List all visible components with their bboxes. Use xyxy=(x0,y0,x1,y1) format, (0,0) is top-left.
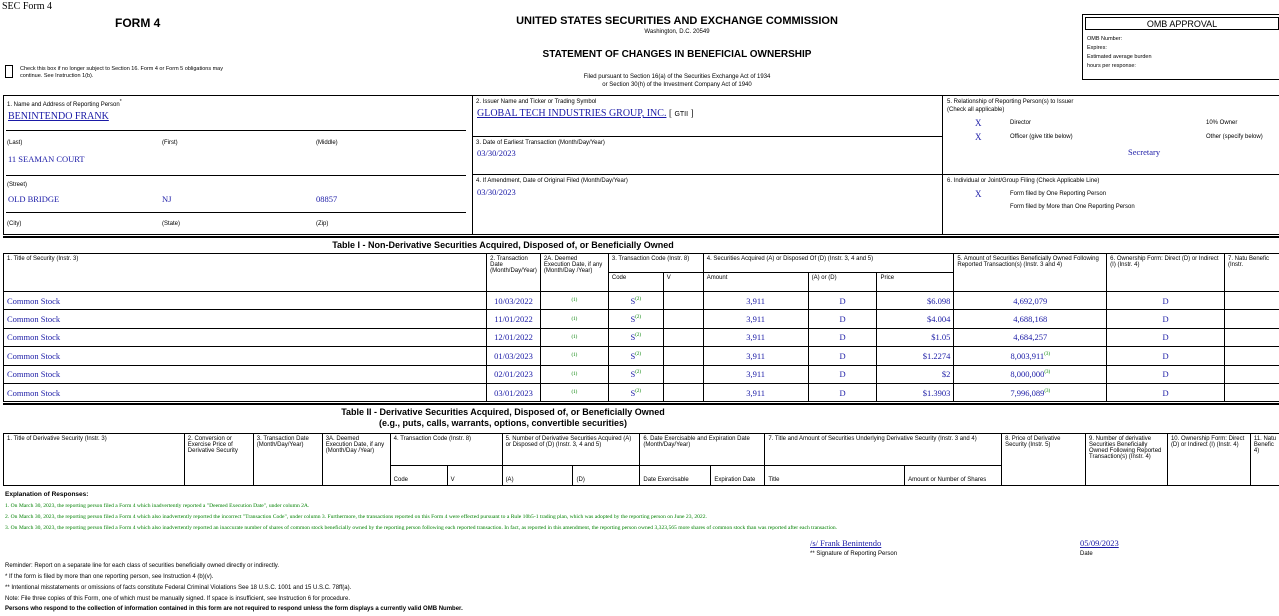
transaction-code-cell xyxy=(608,383,663,401)
security-title: Common Stock xyxy=(4,328,487,346)
transaction-code: S xyxy=(630,387,636,398)
one-person-label: Form filed by One Reporting Person xyxy=(1010,191,1107,197)
transaction-price: $1.3903 xyxy=(877,383,954,401)
t1-sub-v: V xyxy=(663,273,703,292)
transaction-price: $6.098 xyxy=(877,292,954,310)
security-title: Common Stock xyxy=(4,310,487,328)
amount-owned: 7,996,089 xyxy=(1010,387,1045,398)
t1-sub-price: Price xyxy=(877,273,954,292)
transaction-code: S xyxy=(630,350,636,361)
table1-header-row xyxy=(4,254,1279,273)
security-title: Common Stock xyxy=(4,292,487,310)
t2-col11-header: 11. Natu Benefic 4) xyxy=(1250,434,1279,486)
ten-pct-owner-label: 10% Owner xyxy=(1206,120,1238,126)
signature-link[interactable]: /s/ Frank Benintendo xyxy=(810,538,882,548)
signature-date-label: Date xyxy=(1080,551,1093,557)
issuer-name-link[interactable]: GLOBAL TECH INDUSTRIES GROUP, INC. xyxy=(477,108,667,119)
other-label: Other (specify below) xyxy=(1206,134,1263,140)
transaction-v xyxy=(663,292,703,310)
amount-owned-footnote: (3) xyxy=(1044,352,1051,358)
street-label: (Street) xyxy=(7,182,28,188)
acquired-or-disposed: D xyxy=(808,383,877,401)
ownership-form: D xyxy=(1107,383,1225,401)
footnote-3: 3. On March 30, 2023, the reporting person filed a Form 4 which also inadvertently reported an inaccurate number of shares of common stock beneficially owned by the reporting person following each reported transaction. In fact, as reported in this amendment, the reporting person owned 3,323,565 more shares of common stock than was reported after each transaction. xyxy=(5,525,838,531)
issuer-line xyxy=(477,108,694,119)
state-value: NJ xyxy=(162,194,172,204)
reporting-person-name-link[interactable]: BENINTENDO FRANK xyxy=(8,111,109,122)
amount-owned-cell xyxy=(954,347,1107,365)
amount-owned: 4,692,079 xyxy=(1013,295,1048,306)
signature-label: ** Signature of Reporting Person xyxy=(810,551,898,557)
amount-owned-footnote: (3) xyxy=(1044,370,1051,376)
transaction-v xyxy=(663,347,703,365)
middle-label: (Middle) xyxy=(316,140,338,146)
t2-col7-header: 7. Title and Amount of Securities Underlying Derivative Security (Instr. 3 and 4) xyxy=(765,434,1002,466)
earliest-transaction-date: 03/30/2023 xyxy=(477,148,516,158)
transaction-price: $4.004 xyxy=(877,310,954,328)
footer-line-5: Persons who respond to the collection of information contained in this form are not required to respond unless the form displays a currently valid OMB Number. xyxy=(5,606,463,612)
form-title: FORM 4 xyxy=(115,16,161,30)
footer-line-2: * If the form is filed by more than one reporting person, see Instruction 4 (b)(v). xyxy=(5,574,214,580)
filed-line-2: or Section 30(h) of the Investment Company Act of 1940 xyxy=(602,82,752,88)
footnote-1: 1. On March 30, 2023, the reporting person filed a Form 4 which inadvertently reported a "Deemed Execution Date", under column 2A. xyxy=(5,503,310,509)
filed-line-1: Filed pursuant to Section 16(a) of the Securities Exchange Act of 1934 xyxy=(583,74,771,80)
table1 xyxy=(3,253,1279,402)
securities-amount: 3,911 xyxy=(703,347,808,365)
omb-title: OMB APPROVAL xyxy=(1085,17,1279,30)
transaction-code-cell xyxy=(608,310,663,328)
transaction-date: 03/01/2023 xyxy=(487,383,541,401)
t2-sub-exercisable: Date Exercisable xyxy=(640,466,711,486)
table1-row xyxy=(4,383,1279,401)
omb-expires-label: Expires: xyxy=(1087,45,1107,51)
officer-mark[interactable]: X xyxy=(975,132,982,142)
section16-checkbox[interactable] xyxy=(5,65,13,78)
explanation-heading: Explanation of Responses: xyxy=(5,491,89,498)
t1-col7-header: 7. Natu Benefic (Instr. xyxy=(1224,254,1279,292)
more-persons-label: Form filed by More than One Reporting Person xyxy=(1010,204,1135,210)
deemed-execution-footnote: (1) xyxy=(540,347,608,365)
transaction-date: 01/03/2023 xyxy=(487,347,541,365)
transaction-price: $1.05 xyxy=(877,328,954,346)
amount-owned-cell xyxy=(954,328,1107,346)
amount-owned-cell xyxy=(954,383,1107,401)
t2-sub-d: (D) xyxy=(573,466,640,486)
table2-title-1: Table II - Derivative Securities Acquired, Disposed of, or Beneficially Owned xyxy=(341,407,665,417)
box3-label: 3. Date of Earliest Transaction (Month/Day/Year) xyxy=(476,140,605,146)
t1-col4-header: 4. Securities Acquired (A) or Disposed Of (D) (Instr. 3, 4 and 5) xyxy=(703,254,954,273)
sec-form-label: SEC Form 4 xyxy=(2,1,53,12)
table1-row xyxy=(4,328,1279,346)
box6-label: 6. Individual or Joint/Group Filing (Check Applicable Line) xyxy=(947,178,1100,184)
box4-label: 4. If Amendment, Date of Original Filed (Month/Day/Year) xyxy=(476,178,628,184)
last-label: (Last) xyxy=(7,140,23,146)
t2-col4-header: 4. Transaction Code (Instr. 8) xyxy=(390,434,502,466)
signature-date: 05/09/2023 xyxy=(1080,538,1119,548)
box5-label-1: 5. Relationship of Reporting Person(s) to Issuer xyxy=(947,99,1074,105)
ownership-form: D xyxy=(1107,328,1225,346)
zip-value: 08857 xyxy=(316,194,338,204)
t2-sub-code: Code xyxy=(390,466,447,486)
table1-row xyxy=(4,347,1279,365)
acquired-or-disposed: D xyxy=(808,365,877,383)
transaction-code-footnote: (2) xyxy=(635,296,642,302)
t2-col6-header: 6. Date Exercisable and Expiration Date (Month/Day/Year) xyxy=(640,434,765,466)
amount-owned: 8,003,911 xyxy=(1010,350,1045,361)
city-value: OLD BRIDGE xyxy=(8,194,60,204)
table1-row xyxy=(4,292,1279,310)
box2-label: 2. Issuer Name and Ticker or Trading Symbol xyxy=(476,99,597,105)
t2-col3a-header: 3A. Deemed Execution Date, if any (Month/Day /Year) xyxy=(322,434,390,486)
t1-col2-header: 2. Transaction Date (Month/Day/Year) xyxy=(487,254,541,292)
street-value: 11 SEAMAN COURT xyxy=(8,154,85,164)
transaction-v xyxy=(663,365,703,383)
t1-col1-header: 1. Title of Security (Instr. 3) xyxy=(4,254,487,292)
t2-sub-a: (A) xyxy=(502,466,573,486)
t2-sub-title: Title xyxy=(765,466,905,486)
amount-owned-footnote: (3) xyxy=(1044,388,1051,394)
t2-col8-header: 8. Price of Derivative Security (Instr. 5) xyxy=(1002,434,1086,486)
t2-sub-v: V xyxy=(447,466,502,486)
nature-of-ownership xyxy=(1224,383,1279,401)
acquired-or-disposed: D xyxy=(808,347,877,365)
transaction-date: 12/01/2022 xyxy=(487,328,541,346)
footer-line-4: Note: File three copies of this Form, one of which must be manually signed. If space is insufficient, see Instruction 6 for procedure. xyxy=(5,596,351,602)
deemed-execution-footnote: (1) xyxy=(540,328,608,346)
one-person-mark[interactable]: X xyxy=(975,189,982,199)
amount-owned-cell xyxy=(954,365,1107,383)
nature-of-ownership xyxy=(1224,328,1279,346)
transaction-code-footnote: (2) xyxy=(635,333,642,339)
t2-sub-amount: Amount or Number of Shares xyxy=(905,466,1002,486)
officer-title: Secretary xyxy=(1128,147,1161,157)
checkbox-text-2: continue. See Instruction 1(b). xyxy=(20,73,94,79)
director-label: Director xyxy=(1010,120,1032,126)
t1-sub-amount: Amount xyxy=(703,273,808,292)
nature-of-ownership xyxy=(1224,365,1279,383)
footer-line-1: Reminder: Report on a separate line for each class of securities beneficially owned directly or indirectly. xyxy=(5,563,280,569)
amount-owned: 4,688,168 xyxy=(1013,314,1048,325)
transaction-code: S xyxy=(630,314,636,325)
transaction-date: 10/03/2022 xyxy=(487,292,541,310)
securities-amount: 3,911 xyxy=(703,383,808,401)
t1-col6-header: 6. Ownership Form: Direct (D) or Indirect (I) (Instr. 4) xyxy=(1107,254,1225,292)
amount-owned: 4,684,257 xyxy=(1013,332,1048,343)
table2 xyxy=(3,433,1279,486)
footer-line-3: ** Intentional misstatements or omissions of facts constitute Federal Criminal Violations See 18 U.S.C. 1001 and 15 U.S.C. 78ff(a). xyxy=(5,585,352,591)
table1-title: Table I - Non-Derivative Securities Acquired, Disposed of, or Beneficially Owned xyxy=(332,240,674,250)
transaction-code: S xyxy=(630,369,636,380)
amount-owned-cell xyxy=(954,310,1107,328)
security-title: Common Stock xyxy=(4,365,487,383)
table2-title-2: (e.g., puts, calls, warrants, options, convertible securities) xyxy=(378,418,628,428)
transaction-date: 11/01/2022 xyxy=(487,310,541,328)
city-label: (City) xyxy=(7,221,22,227)
transaction-v xyxy=(663,310,703,328)
t2-sub-expiration: Expiration Date xyxy=(711,466,765,486)
table2-header-row xyxy=(4,434,1279,466)
nature-of-ownership xyxy=(1224,347,1279,365)
ownership-form: D xyxy=(1107,365,1225,383)
transaction-code-cell xyxy=(608,347,663,365)
box5-label-2: (Check all applicable) xyxy=(947,107,1005,113)
amount-owned-cell xyxy=(954,292,1107,310)
acquired-or-disposed: D xyxy=(808,292,877,310)
t1-col3-header: 3. Transaction Code (Instr. 8) xyxy=(608,254,703,273)
securities-amount: 3,911 xyxy=(703,310,808,328)
ticker-close: ] xyxy=(690,108,694,118)
first-label: (First) xyxy=(162,140,178,146)
ownership-form: D xyxy=(1107,347,1225,365)
transaction-v xyxy=(663,383,703,401)
transaction-code-footnote: (2) xyxy=(635,388,642,394)
securities-amount: 3,911 xyxy=(703,365,808,383)
amount-owned: 8,000,000 xyxy=(1010,369,1045,380)
securities-amount: 3,911 xyxy=(703,292,808,310)
omb-approval-box xyxy=(1082,14,1279,80)
nature-of-ownership xyxy=(1224,292,1279,310)
securities-amount: 3,911 xyxy=(703,328,808,346)
transaction-v xyxy=(663,328,703,346)
t2-col1-header: 1. Title of Derivative Security (Instr. 3) xyxy=(4,434,185,486)
deemed-execution-footnote: (1) xyxy=(540,292,608,310)
ticker-symbol: GTII xyxy=(674,111,689,118)
ownership-form: D xyxy=(1107,292,1225,310)
transaction-price: $2 xyxy=(877,365,954,383)
transaction-code: S xyxy=(630,332,636,343)
zip-label: (Zip) xyxy=(316,221,329,227)
transaction-date: 02/01/2023 xyxy=(487,365,541,383)
t2-col3-header: 3. Transaction Date (Month/Day/Year) xyxy=(253,434,322,486)
statement-title: STATEMENT OF CHANGES IN BENEFICIAL OWNERSHIP xyxy=(542,49,812,60)
t1-sub-aord: (A) or (D) xyxy=(808,273,877,292)
security-title: Common Stock xyxy=(4,383,487,401)
deemed-execution-footnote: (1) xyxy=(540,365,608,383)
nature-of-ownership xyxy=(1224,310,1279,328)
checkbox-text-1: Check this box if no longer subject to Section 16. Form 4 or Form 5 obligations may xyxy=(20,66,223,72)
t1-col2a-header: 2A. Deemed Execution Date, if any (Month/Day /Year) xyxy=(540,254,608,292)
t2-col5-header: 5. Number of Derivative Securities Acquired (A) or Disposed of (D) (Instr. 3, 4 and 5) xyxy=(502,434,640,466)
officer-label: Officer (give title below) xyxy=(1010,134,1073,140)
box1-label: 1. Name and Address of Reporting Person* xyxy=(7,99,122,108)
ownership-form: D xyxy=(1107,310,1225,328)
director-mark[interactable]: X xyxy=(975,118,982,128)
t1-sub-code: Code xyxy=(608,273,663,292)
agency-city: Washington, D.C. 20549 xyxy=(644,29,710,35)
deemed-execution-footnote: (1) xyxy=(540,310,608,328)
ticker-open: [ xyxy=(668,108,672,118)
deemed-execution-footnote: (1) xyxy=(540,383,608,401)
t2-col2-header: 2. Conversion or Exercise Price of Derivative Security xyxy=(184,434,253,486)
transaction-code-cell xyxy=(608,328,663,346)
omb-burden-label: Estimated average burden xyxy=(1087,54,1152,60)
transaction-code-cell xyxy=(608,292,663,310)
t2-col10-header: 10. Ownership Form: Direct (D) or Indirect (I) (Instr. 4) xyxy=(1167,434,1250,486)
omb-hours-label: hours per response: xyxy=(1087,63,1136,69)
table1-row xyxy=(4,310,1279,328)
amendment-date: 03/30/2023 xyxy=(477,187,516,197)
transaction-price: $1.2274 xyxy=(877,347,954,365)
t2-col9-header: 9. Number of derivative Securities Beneficially Owned Following Reported Transaction(s) (Instr. 4) xyxy=(1086,434,1168,486)
transaction-code-footnote: (2) xyxy=(635,370,642,376)
transaction-code-footnote: (2) xyxy=(635,352,642,358)
state-label: (State) xyxy=(162,221,181,227)
table1-row xyxy=(4,365,1279,383)
transaction-code-footnote: (2) xyxy=(635,315,642,321)
agency-title: UNITED STATES SECURITIES AND EXCHANGE COMMISSION xyxy=(516,15,838,27)
omb-number-label: OMB Number: xyxy=(1087,36,1123,42)
acquired-or-disposed: D xyxy=(808,328,877,346)
acquired-or-disposed: D xyxy=(808,310,877,328)
security-title: Common Stock xyxy=(4,347,487,365)
t1-col5-header: 5. Amount of Securities Beneficially Owned Following Reported Transaction(s) (Instr. 3 and 4) xyxy=(954,254,1107,292)
transaction-code-cell xyxy=(608,365,663,383)
footnote-2: 2. On March 30, 2023, the reporting person filed a Form 4 which also inadvertently reported the incorrect "Transaction Code", under column 3. Furthermore, the transactions reported on this Form 4 were effected pursuant to a Rule 10b5-1 trading plan, which was adopted by the reporting person on June 23, 2022. xyxy=(5,514,707,520)
transaction-code: S xyxy=(630,295,636,306)
